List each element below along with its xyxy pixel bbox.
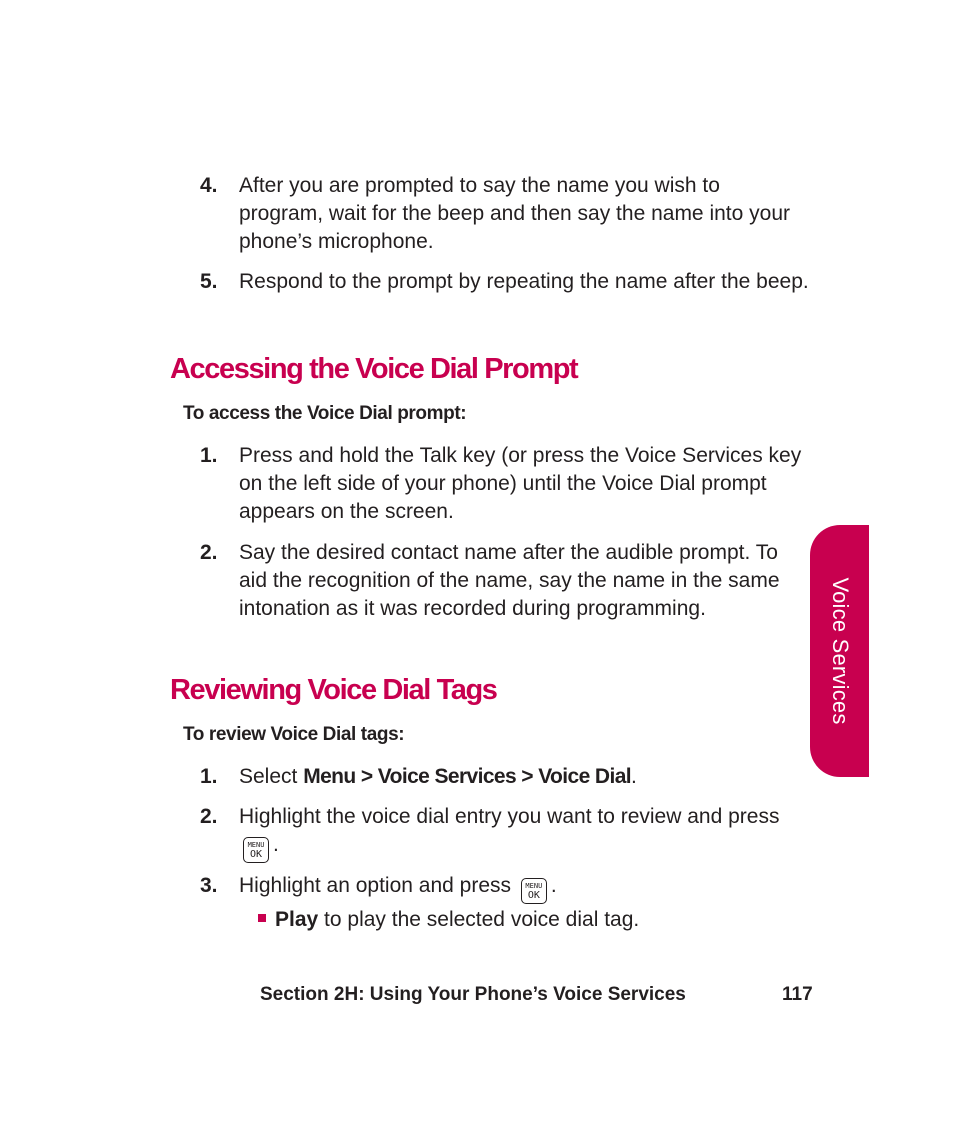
step-text-a: Highlight the voice dial entry you want to review and press — [239, 805, 780, 828]
section-intro: To access the Voice Dial prompt: — [183, 403, 467, 424]
step-number: 1. — [200, 444, 218, 467]
step-prefix: Select — [239, 765, 304, 788]
bullet-bold: Play — [275, 908, 319, 931]
step-number: 2. — [200, 805, 218, 828]
bullet-item — [258, 906, 639, 934]
step-suffix: . — [631, 765, 637, 788]
step-text — [239, 872, 809, 904]
step-text-b: . — [550, 874, 557, 897]
section-heading: Reviewing Voice Dial Tags — [170, 674, 497, 706]
step-text: Respond to the prompt by repeating the name after the beep. — [239, 270, 809, 293]
step-number: 5. — [200, 270, 218, 293]
step-number: 4. — [200, 174, 218, 197]
step-text — [239, 803, 809, 863]
step-text — [239, 763, 809, 791]
step-text: Say the desired contact name after the audible prompt. To aid the recognition of the name, say the name in the same intonation as it was recorded during programming. — [239, 541, 780, 620]
key-top-label: MENU — [525, 882, 543, 890]
key-bottom-label: OK — [249, 849, 263, 860]
step-text-a: Highlight an option and press — [239, 874, 512, 897]
section-intro: To review Voice Dial tags: — [183, 724, 405, 745]
step-number: 1. — [200, 765, 218, 788]
menu-ok-key-icon — [521, 878, 547, 904]
side-section-tab — [810, 525, 869, 777]
page-number: 117 — [782, 984, 813, 1005]
square-bullet-icon — [258, 914, 266, 922]
step-text: Press and hold the Talk key (or press the Voice Services key on the left side of your phone) until the Voice Dial prompt appears on the screen. — [239, 444, 802, 523]
key-top-label: MENU — [247, 841, 265, 849]
bullet-text: to play the selected voice dial tag. — [318, 908, 640, 931]
step-number: 3. — [200, 874, 218, 897]
section-heading: Accessing the Voice Dial Prompt — [170, 353, 578, 385]
side-tab-label: Voice Services — [827, 577, 853, 725]
menu-ok-key-icon — [243, 837, 269, 863]
menu-path: Menu > Voice Services > Voice Dial — [303, 765, 632, 788]
step-text-b: . — [273, 833, 279, 856]
step-number: 2. — [200, 541, 218, 564]
footer-section-title: Section 2H: Using Your Phone’s Voice Services — [260, 984, 686, 1005]
step-text: After you are prompted to say the name you wish to program, wait for the beep and then say the name into your phone’s microphone. — [239, 174, 790, 253]
key-bottom-label: OK — [527, 890, 540, 901]
